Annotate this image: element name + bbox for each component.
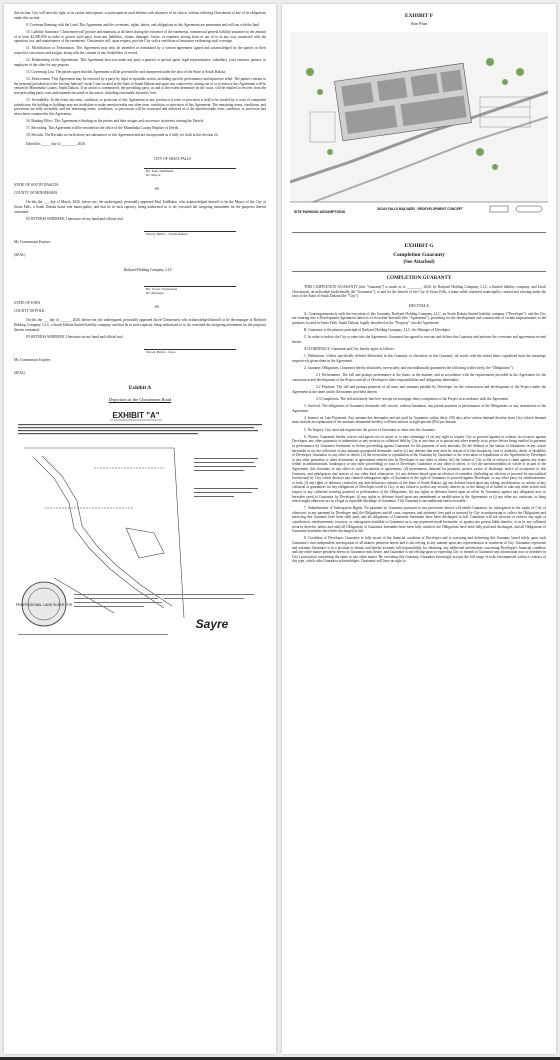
section-2-2-payment: 2.2 Payment. The full and prompt payment of all sums and amounts payable by Developer for the construction and development of the Project under the Agreement at the times and in the manner provided therein. — [292, 385, 546, 394]
road-depiction-drawing — [14, 408, 266, 640]
plan-footer-mid: SIOUX FALLS RAILYARD - REDEVELOPMENT CONCEPT — [377, 207, 463, 211]
plan-footer-left: SITE PARKING ASSUMPTIONS — [294, 210, 346, 214]
recital-b: B. Guarantor is the primary principal of Railyard Holding Company, LLC, the Manager of Developer. — [304, 328, 451, 333]
acknowledgment-city: On this the ___ day of March, 2026, before me, the undersigned, personally appeared Paul TenHaken, who acknowledged himself to be the Mayor of the City of Sioux Falls, a South Dakota home rule municipality, and that he in such capacity, being authorized so to do, executed the foregoing instrument for the purposes therein contained. — [14, 200, 266, 214]
recitals-heading: RECITALS — [409, 302, 429, 308]
notary-iowa: Notary Public - Iowa — [146, 350, 176, 355]
city-signer: By: Paul TenHaken — [146, 169, 174, 174]
section-2-1-performance: 2.1 Performance. The full and prompt performance at the times, in the manner, and in accordance with the requirements provided in the Agreement for the construction and development of the Project and all of Developer's other responsibilities and obligations thereunder. — [292, 373, 546, 382]
section-2-3-completion: 2.3 Completion. The full and timely lien-free (except for mortgage liens) completion of the Project in accordance with the Agreement. — [316, 396, 509, 401]
surveyor-logo: Sayre — [195, 617, 229, 632]
accordingly-clause: ACCORDINGLY, Guarantor and City hereby agree as follows: — [304, 347, 395, 352]
agreement-sections — [4, 23, 276, 138]
site-plan-map — [290, 32, 548, 222]
drawing-title: EXHIBIT "A" — [112, 411, 160, 421]
agreement-section: 16. Binding Effect. This Agreement is binding on the parties and their assigns and successors in interest owning the Parcels. — [26, 119, 205, 124]
exhibit-g-title: EXHIBIT G — [404, 243, 434, 249]
witness-clause-2: IN WITNESS WHEREOF, I hereunto set my hand and official seal. — [26, 334, 124, 339]
agreement-section: 11. Modification or Termination. This Agreement may only be amended or terminated by a written agreement signed and acknowledged by the parties or their respective successors and assigns, along with the consent of any lienholders of record. — [14, 46, 266, 55]
section-4-interest: 4. Interest on Late Payments. Any amount due hereunder and not paid by Guarantor within thirty (30) days after written demand therefor from City (which demand must include an explanation of the amounts demanded thereby) will bear interest at eight percent (8%) per annum. — [292, 415, 546, 425]
recital-c: C. In order to induce the City to enter into the Agreement, Guarantor has agreed to execute and deliver this Guaranty and perform the covenants and agreements recited herein. — [292, 335, 546, 344]
exhibit-a-subtitle: Depiction of the Christensen Road — [108, 397, 172, 403]
railyard-name: Railyard Holding Company, LLC — [124, 267, 173, 272]
section-1-definitions: 1. Definitions. Unless specifically defined differently in this Guaranty or elsewhere in this Guaranty, all words with the initial letter capitalized have the meanings respectively given them in the Agreement. — [292, 354, 546, 363]
state-iowa: STATE OF IOWA — [14, 301, 41, 306]
right-document-page — [282, 4, 556, 1054]
see-attached: (See Attached) — [403, 260, 435, 265]
section-6-waiver: 6. Waiver. Guarantor hereby waives and agrees not to assert or to take advantage of (a) any right to require City to proceed against or exhaust its recourse against Developer, any other guarantor or indemnitor or any security or collateral held by City at any time or to pursue any other remedy in its power before being entitled to payment or performance by Guarantor hereunder or before proceeding against Guarantor for the payment of such amounts; (b) the defense of the statute of limitations in any action hereunder or for the collection of any amounts guaranteed hereunder; and/or (c) any defense that may arise by reason of (i) the incapacity, lack of authority, death, or disability of Developer, Guarantor or any other or others, (ii) the revocation or repudiation of the Guaranty by Guarantor or the revocation or repudiation of the Agreement by Developer or any other guarantor or other documents or agreements entered into by Developer or any other or others, (iii) the failure of City to file or enforce a claim against any estate (either in administration, bankruptcy or any other proceeding) or trust of Developer, Guarantor or any other or others, or (iv) the unenforceability in whole or in part of the Agreement, this Guaranty or any other of such documents or agreements, (d) presentment, demand for payment, protest, notice of discharge, notice of acceptance of this Guaranty, and indulgences and notices of any other kind whatsoever, (e) any defense based upon an election of remedies (including an election to proceed by non-judicial foreclosure) by City which destroys any claimed subrogation rights of Guarantor or the right of Guarantor to proceed against Developer, or any other party for reimbursement, or both, (f) any rights or defenses created by any anti-deficiency statutes of the State of South Dakota, (g) any defense based upon any taking, modification, or release of any collateral or guarantees for any obligations of Developer owed to City, or any failure to perfect any security interest in, or the taking of or failure to take any other action with respect to any collateral securing payment or performance of the Obligations, (h) any rights or defenses based upon an offset by Guarantor against any obligation now or hereafter owed to Guarantor by Developer; (i) any rights or defenses based upon any amendment or modification to the Agreement; or (j) any other act, omission, or thing which might otherwise act as a legal or equitable discharge of Guarantor. This Guaranty is unconditional and irrevocable. — [292, 434, 546, 504]
notary-sd: Notary Public - South Dakota — [146, 232, 188, 237]
left-document-page — [4, 4, 276, 1054]
section-7-subordination: 7. Subordination of Subrogation Rights. No payment by Guarantor pursuant to any provisions hereof will entitle Guarantor, by subrogation to the rights of City or otherwise, to any payment by Developer until the Obligations and all costs, expenses, and attorneys' fees paid or incurred by City in endeavoring to collect the Obligations and enforcing this Guaranty have been fully paid, and all obligations of Guarantor hereunder have been discharged in full. Guarantor will not exercise or enforce any right of contribution, reimbursement, recourse, or subrogation available to Guarantor as to any payments made hereunder, or against any person liable therefor, or as to any collateral security therefor, unless and until all Obligations of Guarantor hereunder have been fully satisfied, the Obligations have been fully paid and discharged, and all Obligations of Guarantor hereunder have been discharged in full. — [292, 506, 546, 534]
agreement-section: 15. Severability. In the event any term, condition, or provision of this Agreement or any portion of a term or provision is held to be invalid by a court of competent jurisdiction, the holding or holdings may not invalidate or make unenforceable any other term, condition, or provision of this Agreement. The remaining terms, conditions, and provisions are fully severable, and the remaining terms, conditions, or provisions will be construed and enforced as if the unenforceable term, condition, or provision had never been contained in this Agreement. — [14, 98, 266, 116]
commission-expires-1: My Commission Expires: — [14, 240, 51, 245]
section-2-obligations: 2. Guaranty Obligations. Guarantor hereby absolutely, irrevocably, and unconditionally guarantees the following (collectively, the "Obligations"): — [304, 366, 514, 371]
railyard-signer: By: Jacob Christensen — [146, 287, 178, 292]
agreement-section: 14. Enforcement. This Agreement may be enforced by a party by legal or equitable action, including specific performance and injunctive relief. The parties consent to the personal jurisdiction of the Second Judicial Circuit Court located in the State of South Dakota and agree any controversy arising out of or to enforce this Agreement will be venued in Minnehaha County, South Dakota. If an action is commenced, the prevailing party, as and to the extent determine by the court, will be entitled to recover from the non-prevailing party costs and expenses incurred in the action, including reasonable attorneys' fees. — [14, 77, 266, 95]
completion-guaranty-heading: Completion Guaranty — [393, 252, 445, 258]
agreement-section: 10. Liability Insurance. Christensen will procure and maintain, at all times during the existence of the easements, commercial general liability insurance in the amount of at least $2,000,000 in order to protect such party from any liabilities, claims, damages, losses, or expenses arising from or out of or in any way connected with the operation, use, and maintenance of the easements. Christensen will, upon request, provide City with a certificate of insurance evidencing such coverage. — [14, 29, 266, 44]
agreement-section: 9. Covenant Running with the Land. This Agreement and the covenants, rights, duties, and obligations in this Agreement are permanent and will run with the land. — [26, 22, 260, 27]
seal-lettering: PROFESSIONAL LAND SURVEYOR — [15, 603, 73, 608]
county-polk: COUNTY OF POLK — [14, 308, 45, 313]
county-minnehaha: COUNTY OF MINNEHAHA — [14, 190, 58, 195]
railyard-signer-title: Its: Manager — [146, 291, 164, 296]
exhibit-a-title: Exhibit A — [128, 385, 152, 392]
acknowledgment-railyard: On this the ___ day of ______, 2026, before me, the undersigned, personally appeared Jacob Christensen, who acknowledged himself to be the manager of Railyard Holding Company, LLC, a South Dakota limited liability company, and that he in such capacity, being authorized so to do, executed the foregoing instrument for the purposes therein contained. — [14, 318, 266, 332]
recital-a: A. Contemporaneously with the execution of this Guaranty, Railyard Holding Company, LLC, an South Dakota limited liability company ("Developer"), and the City are entering into a Development Agreement dated as of even date herewith (the "Agreement"), providing for the development and construction of certain improvements to the premises located in Sioux Falls, South Dakota, legally described as the "Property" into the Agreement. — [292, 311, 546, 325]
seal-2: (SEAL) — [14, 370, 26, 375]
ss-mark-1: :SS — [154, 187, 159, 192]
seal-1: (SEAL) — [14, 252, 26, 257]
ss-mark-2: :SS — [154, 305, 159, 310]
section-divider — [292, 232, 546, 233]
section-5-no-inquiry: 5. No Inquiry. City need not inquire into the power of Guarantor to enter into this Guaranty. — [304, 427, 436, 432]
guaranty-intro: THIS COMPLETION GUARANTY (this "Guaranty") is made as of ________, 2026, by Railyard Holding Company, LLC, a limited liability company, and Jacob Christensen, an individual (individually the "Guarantor"), to and for the benefit of the City of Sioux Falls, a home ruled chartered municipality created and existing under the laws of the State of South Dakota (the "City"). — [292, 285, 546, 299]
exhibit-f-title: EXHIBIT F — [404, 13, 434, 19]
section-3-survival: 3. Survival. The obligations of Guarantor hereunder will survive, without limitation, any partial payment or performance of the Obligations, or any termination of the Agreement. — [292, 404, 546, 413]
city-signer-title: Its: Mayor — [146, 173, 161, 178]
section-8-condition: 8. Condition of Developer. Guarantor is fully aware of the financial condition of Developer and is executing and delivering this Guaranty based solely upon such Guarantor's own independent investigation of all matters pertinent hereto and is not relying in any manner upon any representation or statement of City. Guarantor represents and warrants Guarantor is in a position to obtain, and hereby assumes full responsibility for obtaining, any additional information concerning Developer's financial condition and any other matter pertinent hereto as Guarantor may desire, and Guarantor is not relying upon or expecting City to furnish to Guarantor any information now or hereafter in City's possession concerning the same or any other matter. By executing this Guaranty, Guarantor knowingly accepts the full range of risks encompassed within a contract of this type, which risks Guarantor acknowledges. Guarantor will have no right to — [292, 536, 546, 564]
agreement-section: 13. Governing Law. The parties agree that this Agreement will be governed by and interpreted under the laws of the State of South Dakota. — [26, 69, 226, 74]
commission-expires-2: My Commission Expires: — [14, 358, 51, 363]
agreement-section: 12. Relationship of the Agreements. This Agreement does not make any party a general or special agent, legal representative, subsidiary, joint venturer, partner, or employee of the other for any purpose. — [14, 58, 266, 67]
agreement-section: 17. Recording. This Agreement will be recorded in the office of the Minnehaha County Register of Deeds. — [26, 126, 179, 131]
site-plan-title: Site Plan — [410, 21, 428, 26]
continued-paragraph: this section. City will have the right, at its option and expense, to participate in such defense with attorneys of its choice, without relieving Christensen of any of its obligations under this section. — [14, 11, 266, 20]
section-divider-2 — [292, 271, 546, 272]
state-south-dakota: STATE OF SOUTH DAKOTA — [14, 183, 59, 188]
city-heading: CITY OF SIOUX FALLS — [154, 156, 192, 161]
agreement-section: 18. Recitals. The Recitals set forth above are substantive to this Agreement and are incorporated as if fully set forth in this Section 22. — [26, 133, 219, 138]
witness-clause-1: IN WITNESS WHEREOF, I hereunto set my hand and official seal. — [26, 216, 124, 221]
guaranty-title: COMPLETION GUARANTY — [386, 276, 452, 281]
dated-line: Dated this _____ day of ________, 2026. — [26, 142, 86, 146]
